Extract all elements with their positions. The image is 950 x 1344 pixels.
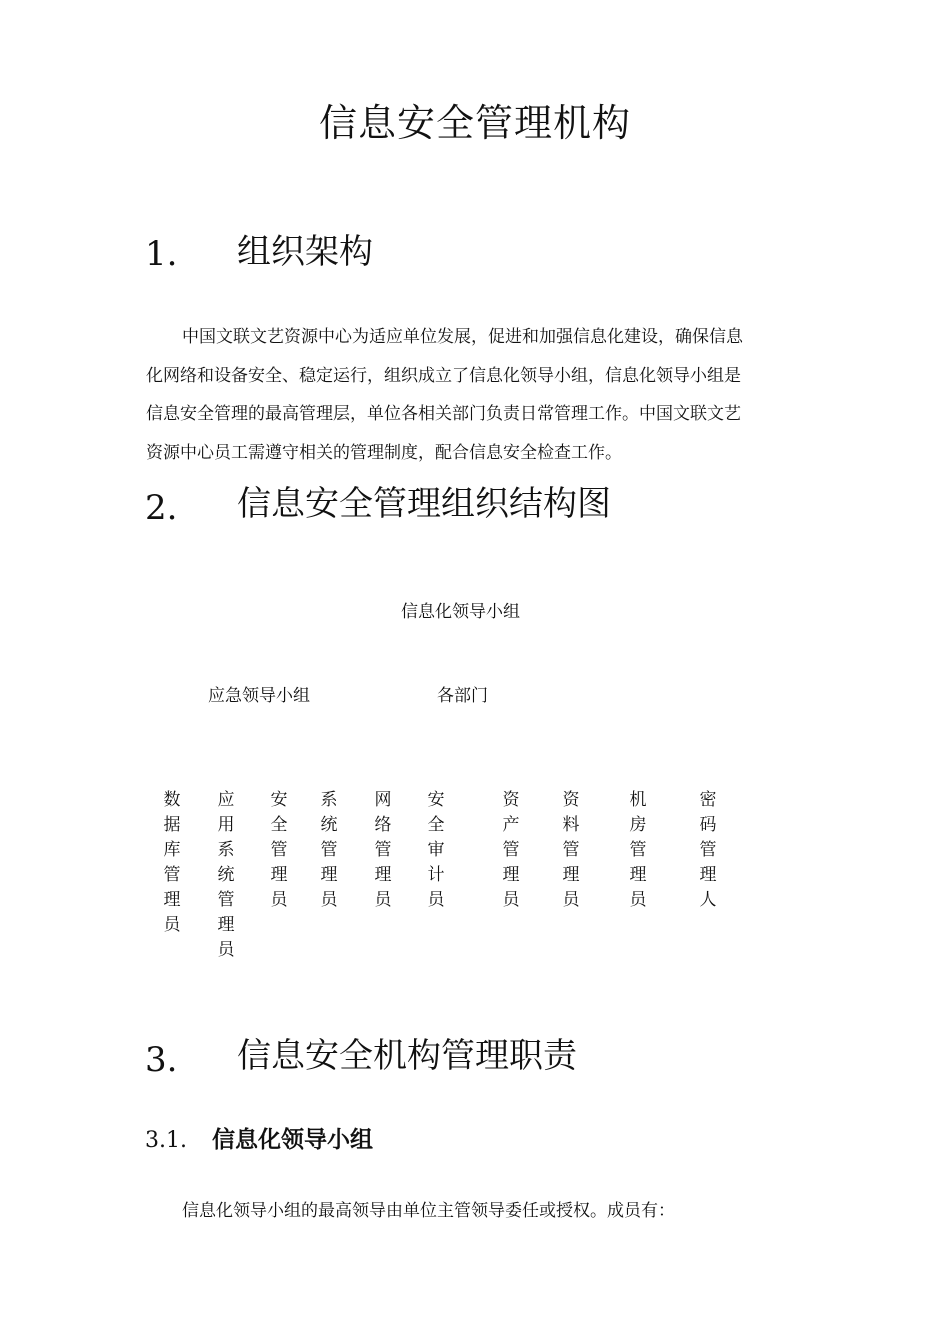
org-role-db-admin: 数 据 库 管 理 员 — [163, 790, 181, 935]
section-1-number: 1. — [145, 234, 178, 274]
subsection-3-1-heading: 信息化领导小组 — [212, 1127, 373, 1153]
intro-line-2: 化网络和设备安全、稳定运行，组织成立了信息化领导小组，信息化领导小组是 — [146, 365, 741, 386]
intro-paragraph — [146, 318, 810, 472]
org-role-app-admin: 应 用 系 统 管 理 员 — [217, 790, 235, 960]
subsection-3-1-number: 3.1. — [145, 1128, 187, 1153]
section-3-heading: 信息安全机构管理职责 — [237, 1036, 577, 1076]
org-node-top: 信息化领导小组 — [401, 602, 520, 622]
document-title: 信息安全管理机构 — [318, 101, 631, 145]
section-2-heading: 信息安全管理组织结构图 — [237, 484, 611, 524]
intro-line-1: 中国文联文艺资源中心为适应单位发展，促进和加强信息化建设，确保信息 — [182, 327, 743, 347]
intro-line-4: 资源中心员工需遵守相关的管理制度，配合信息安全检查工作。 — [146, 442, 622, 463]
org-role-network-admin: 网 络 管 理 员 — [374, 790, 392, 910]
subsection-3-1-text: 信息化领导小组的最高领导由单位主管领导委任或授权。成员有： — [182, 1201, 675, 1221]
section-3-number: 3. — [145, 1040, 178, 1080]
org-role-security-admin: 安 全 管 理 员 — [270, 790, 288, 910]
section-1-heading: 组织架构 — [237, 232, 373, 272]
org-role-crypto-manager: 密 码 管 理 人 — [699, 790, 717, 910]
org-role-machine-room-admin: 机 房 管 理 员 — [629, 790, 647, 910]
section-2-number: 2. — [145, 488, 178, 528]
org-role-system-admin: 系 统 管 理 员 — [320, 790, 338, 910]
org-role-security-auditor: 安 全 审 计 员 — [427, 790, 445, 910]
org-role-asset-admin: 资 产 管 理 员 — [502, 790, 520, 910]
intro-line-3: 信息安全管理的最高管理层，单位各相关部门负责日常管理工作。中国文联文艺 — [146, 404, 741, 424]
org-node-departments: 各部门 — [437, 686, 488, 706]
org-role-materials-admin: 资 料 管 理 员 — [562, 790, 580, 910]
org-node-emergency-group: 应急领导小组 — [208, 686, 310, 706]
